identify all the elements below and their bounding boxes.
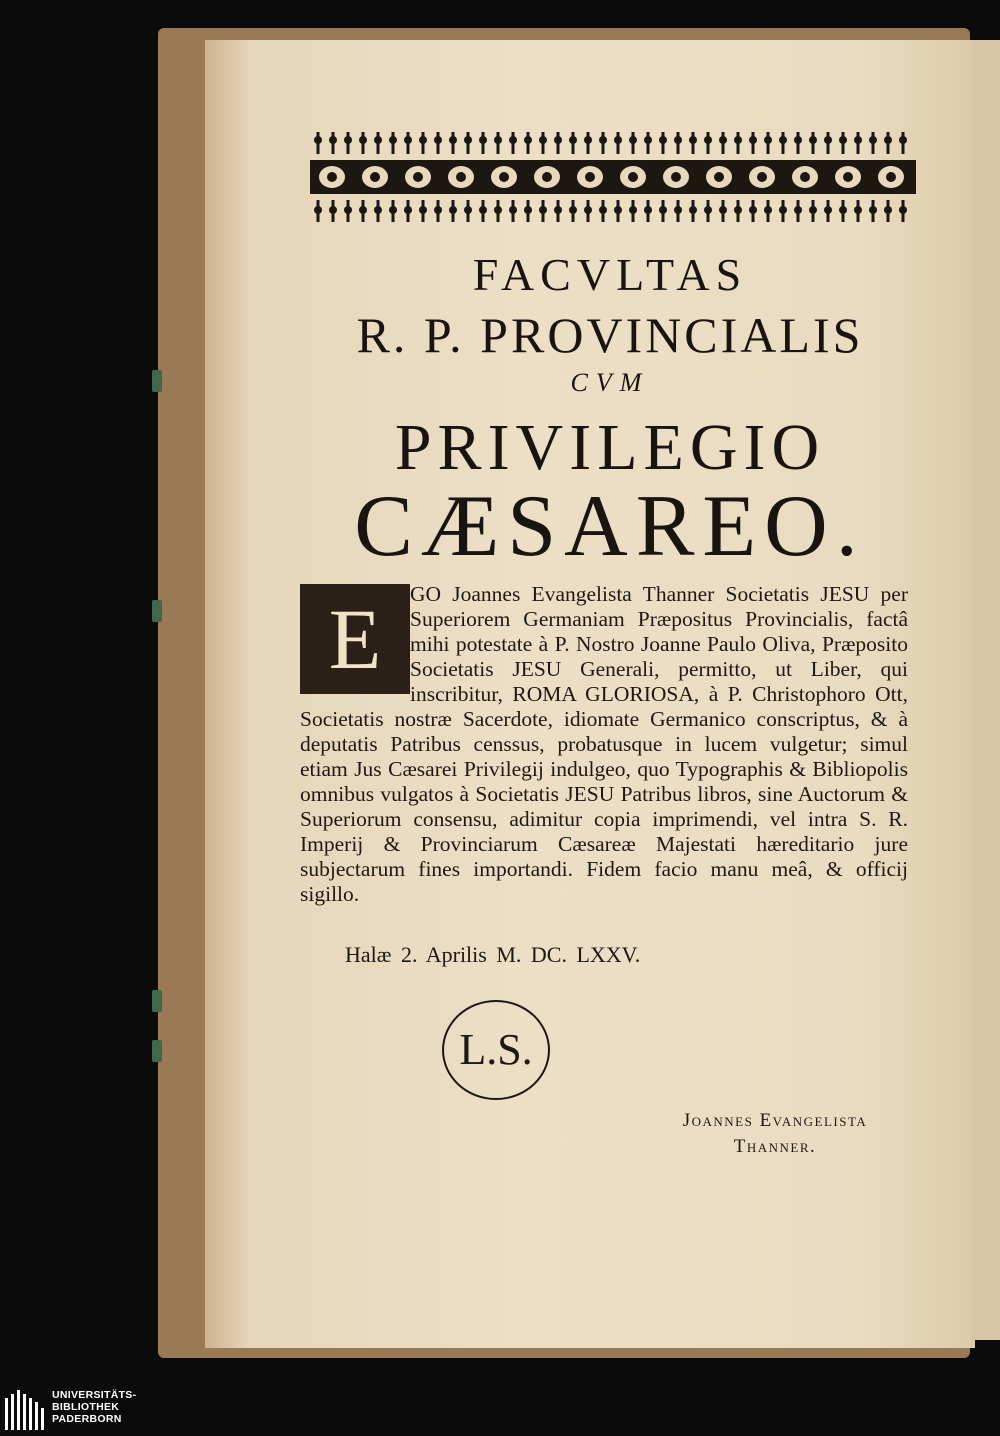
- binding-clasp: [152, 370, 162, 392]
- heading-cum: CVM: [570, 368, 650, 397]
- binding-clasp: [152, 990, 162, 1012]
- seal-ls: L.S.: [442, 1000, 550, 1100]
- heading-provincialis: R. P. PROVINCIALIS: [356, 307, 864, 363]
- privilege-text-content: GO Joannes Evangelista Thanner Societatis JESU per Superiorem Germaniam Præpositus Provincialis, factâ mihi potestate à P. Nostro Joanne Paulo Oliva, Præposito Societatis JESU Generali, permitto, ut Liber, qui inscribitur, ROMA GLORIOSA, à P. Christophoro Ott, Societatis nostræ Sacerdote, idiomate Germanico conscriptus, & à deputatis Patribus censsus, probatusque in lucem vulgetur; simul etiam Jus Cæsarei Privilegij indulgeo, quo Typographis & Bibliopolis omnibus vulgatos à Societatis JESU Patribus libros, sine Auctorum & Superiorum consensu, adimitur copia imprimendi, vel intra S. R. Imperij & Provinciarum Cæsareæ Majestati hæreditario jure subjectarum fines importandi. Fidem facio manu meâ, & officij sigillo.: [300, 582, 908, 906]
- library-logo-icon: [3, 1388, 47, 1432]
- decorative-header-ornament: [310, 130, 916, 222]
- date-line: Halæ 2. Aprilis M. DC. LXXV.: [345, 942, 641, 967]
- binding-clasp: [152, 600, 162, 622]
- signature: [660, 1108, 890, 1160]
- heading-caesareo: CÆSAREO.: [354, 478, 866, 575]
- heading-privilegio: PRIVILEGIO: [394, 411, 826, 484]
- library-logo: [0, 1386, 200, 1436]
- logo-line-3: PADERBORN: [52, 1413, 122, 1425]
- decorated-initial: E: [300, 584, 410, 694]
- logo-line-1: UNIVERSITÄTS-: [52, 1389, 137, 1401]
- binding-clasp: [152, 1040, 162, 1062]
- signature-line-2: Thanner.: [733, 1136, 817, 1157]
- logo-line-2: BIBLIOTHEK: [52, 1401, 120, 1413]
- facing-page-edge: [972, 40, 1000, 1340]
- privilege-text: [300, 582, 908, 907]
- heading-facultas: FACVLTAS: [472, 249, 748, 300]
- signature-line-1: Joannes Evangelista: [682, 1110, 868, 1131]
